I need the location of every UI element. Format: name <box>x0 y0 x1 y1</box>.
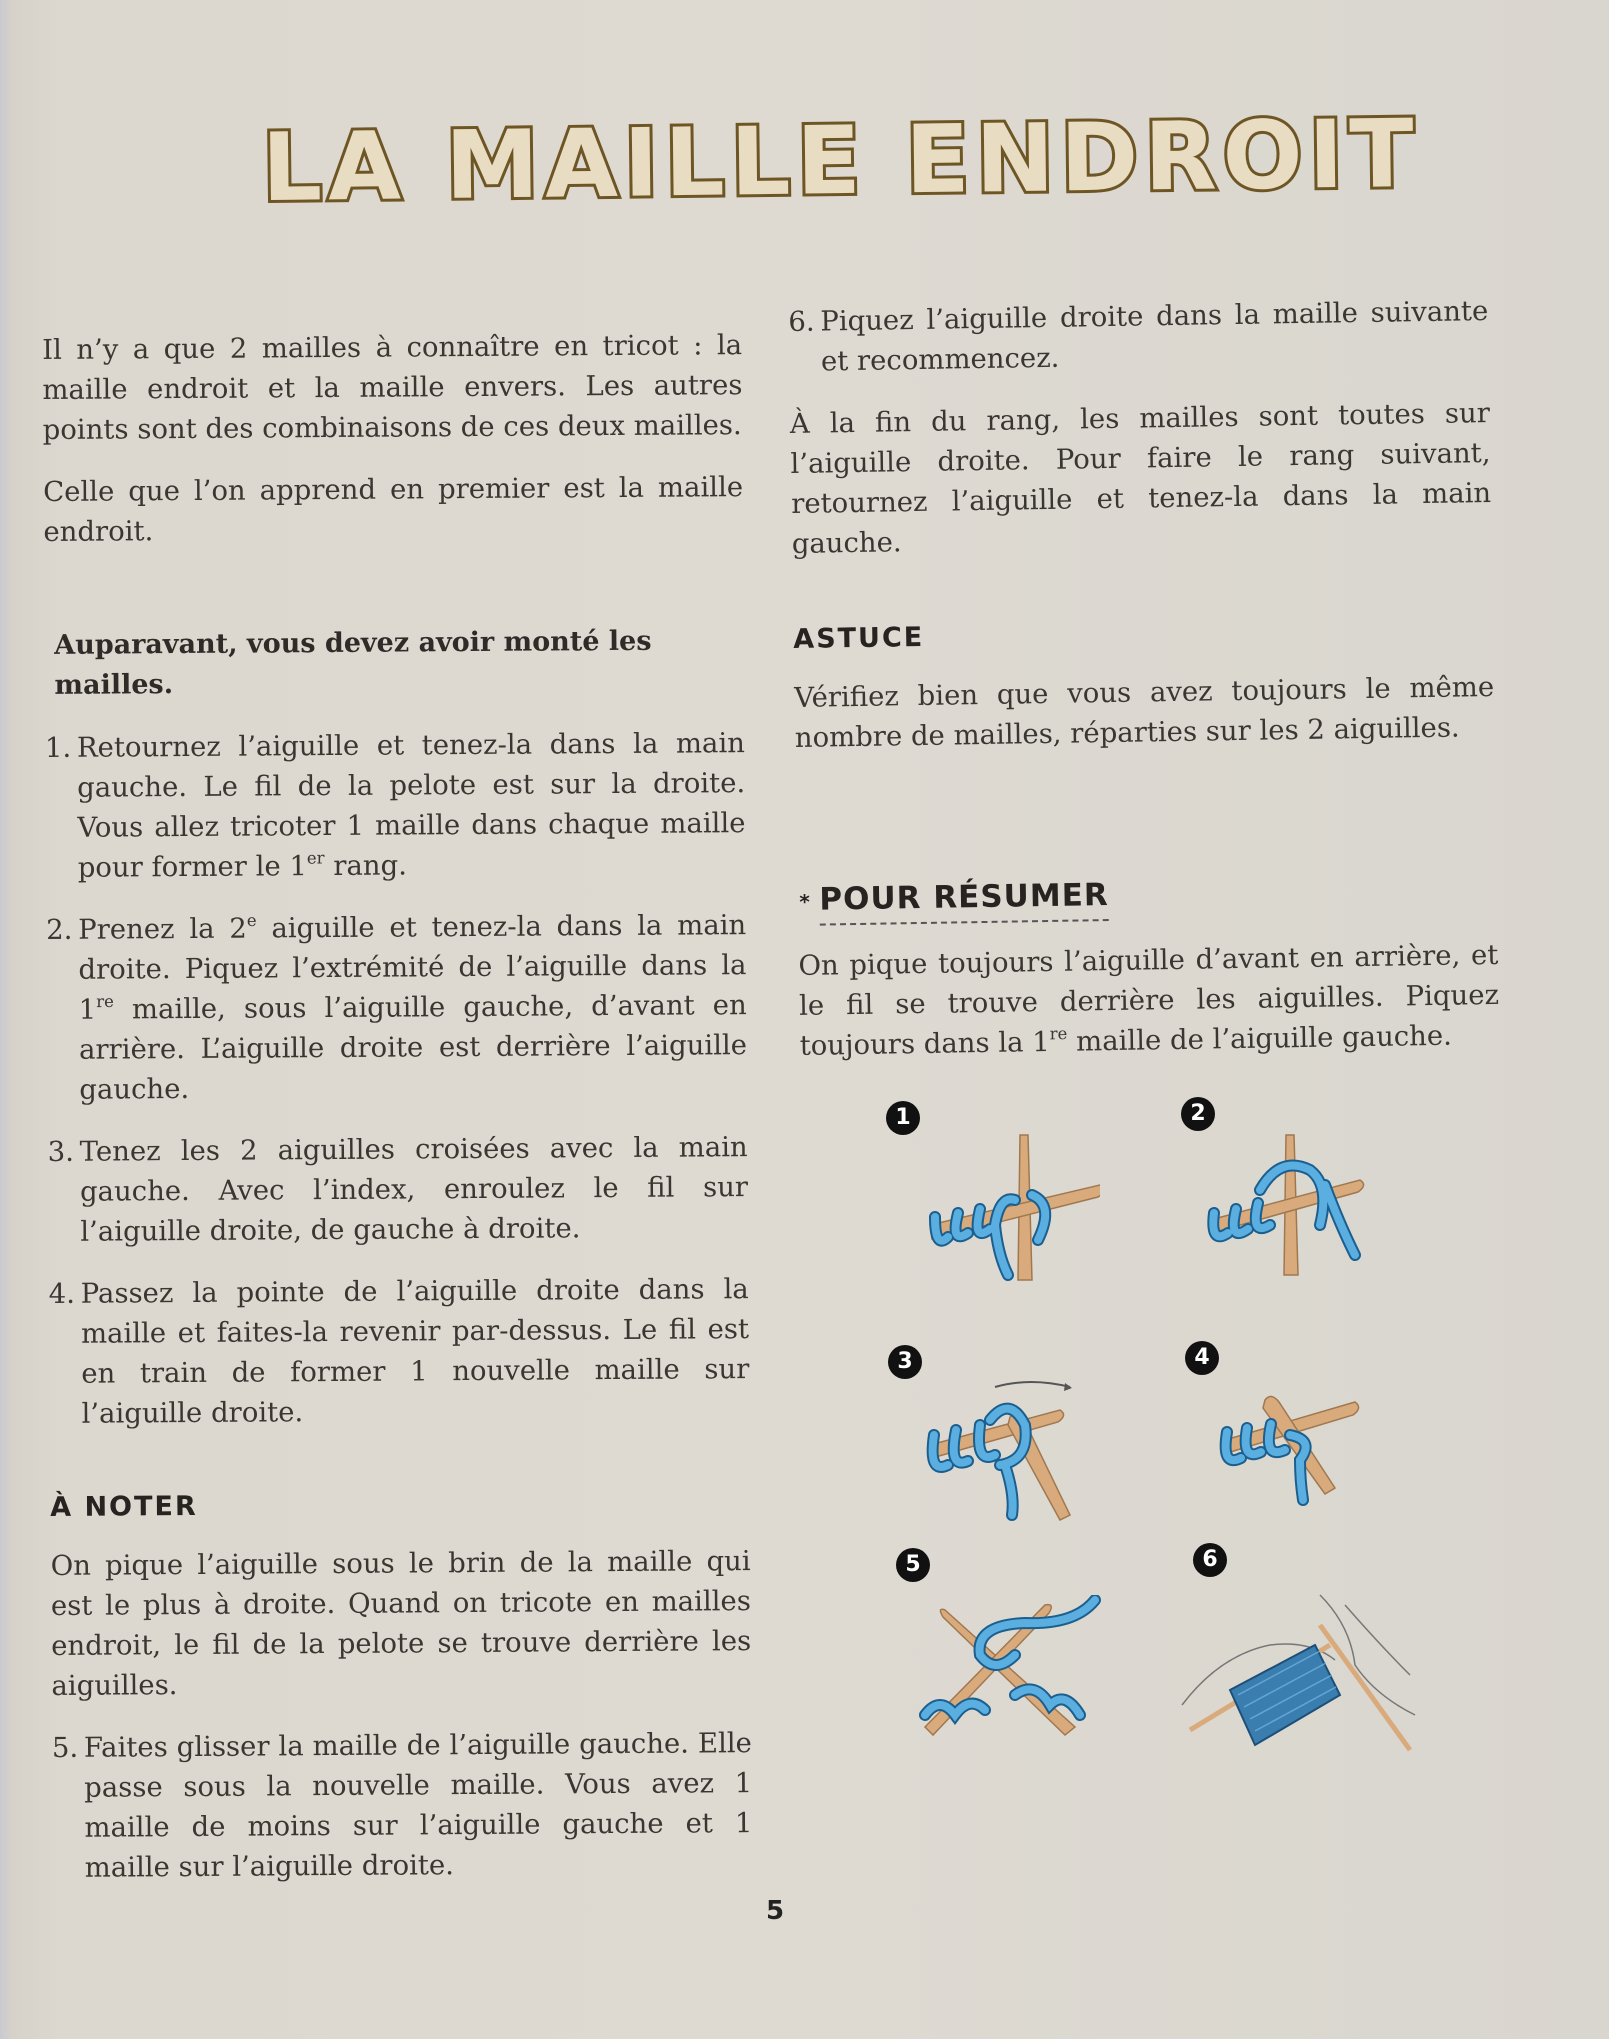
knit-step-1-diagram <box>920 1125 1100 1295</box>
step-text: Faites glisser la maille de l’aiguille gauche. Elle passe sous la nouvelle maille. Vous avez 1 maille de moins sur l’aiguille gauche et 1 maille sur l’aiguille droite. <box>83 1727 753 1884</box>
step-2 <box>46 905 747 1110</box>
end-of-row-paragraph: À la fin du rang, les mailles sont toutes sur l’aiguille droite. Pour faire le rang suivant, retournez l’aiguille et tenez-la dans la main gauche. <box>789 396 1492 560</box>
step-5 <box>52 1723 753 1888</box>
summary-text: On pique toujours l’aiguille d’avant en arrière, et le fil se trouve derrière les aiguilles. Piquez toujours dans la 1re maille de l’aiguille gauche. <box>798 938 1500 1062</box>
step-badge-1: 1 <box>886 1101 920 1135</box>
step-badge-4: 4 <box>1185 1341 1219 1375</box>
step-badge-5: 5 <box>896 1548 930 1582</box>
note-text: On pique l’aiguille sous le brin de la maille qui est le plus à droite. Quand on tricote en mailles endroit, le fil de la pelote se trouve derrière les aiguilles. <box>50 1545 752 1702</box>
left-column <box>42 325 753 1910</box>
summary-heading: * POUR RÉSUMER <box>797 875 1109 926</box>
knit-step-4-diagram <box>1215 1380 1375 1520</box>
step-text: Tenez les 2 aiguilles croisées avec la main gauche. Avec l’index, enroulez le fil sur l’aiguille droite, de gauche à droite. <box>79 1131 749 1248</box>
step-text: Passez la pointe de l’aiguille droite dans la maille et faites-la revenir par-dessus. Le fil est en train de former 1 nouvelle maille sur l’aiguille droite. <box>80 1273 750 1430</box>
knit-step-3-diagram <box>920 1375 1100 1535</box>
knit-step-2-diagram <box>1200 1125 1380 1295</box>
prerequisite-note: Auparavant, vous devez avoir monté les mailles. <box>54 625 652 701</box>
page-title: LA MAILLE ENDROIT <box>261 100 1421 224</box>
step-number: 3. <box>47 1135 75 1168</box>
step-text: Prenez la 2e aiguille et tenez-la dans la main droite. Piquez l’extrémité de l’aiguille dans la 1re maille, sous l’aiguille gauche, d’avant en arrière. L’aiguille droite est derrière l’aiguille gauche. <box>78 909 748 1106</box>
step-4 <box>49 1269 750 1434</box>
knit-step-6-diagram <box>1180 1585 1450 1755</box>
step-badge-2: 2 <box>1181 1097 1215 1131</box>
step-number: 6. <box>788 305 815 338</box>
knit-step-5-diagram <box>915 1595 1105 1755</box>
step-number: 1. <box>44 731 72 764</box>
intro-paragraph: Il n’y a que 2 mailles à connaître en tricot : la maille endroit et la maille envers. Les autres points sont des combinaisons de ces deux mailles. <box>42 329 743 446</box>
page-number: 5 <box>766 1896 785 1926</box>
tip-heading: ASTUCE <box>793 621 925 655</box>
step-badge-3: 3 <box>888 1345 922 1379</box>
tip-text: Vérifiez bien que vous avez toujours le même nombre de mailles, réparties sur les 2 aiguilles. <box>793 670 1495 754</box>
step-6 <box>788 291 1489 382</box>
step-3 <box>48 1127 749 1252</box>
step-1 <box>45 723 746 888</box>
asterisk-icon: * <box>799 889 812 914</box>
step-text: Piquez l’aiguille droite dans la maille suivante et recommencez. <box>820 295 1489 378</box>
note-heading: À NOTER <box>50 1490 198 1523</box>
step-text: Retournez l’aiguille et tenez-la dans la main gauche. Le fil de la pelote est sur la droite. Vous allez tricoter 1 maille dans chaque maille pour former le 1er rang. <box>76 727 746 884</box>
step-badge-6: 6 <box>1193 1543 1227 1577</box>
step-number: 2. <box>46 913 73 946</box>
step-number: 5. <box>51 1731 79 1764</box>
right-column <box>788 291 1500 1088</box>
step-number: 4. <box>48 1277 76 1310</box>
intro-paragraph-2: Celle que l’on apprend en premier est la maille endroit. <box>43 471 744 548</box>
